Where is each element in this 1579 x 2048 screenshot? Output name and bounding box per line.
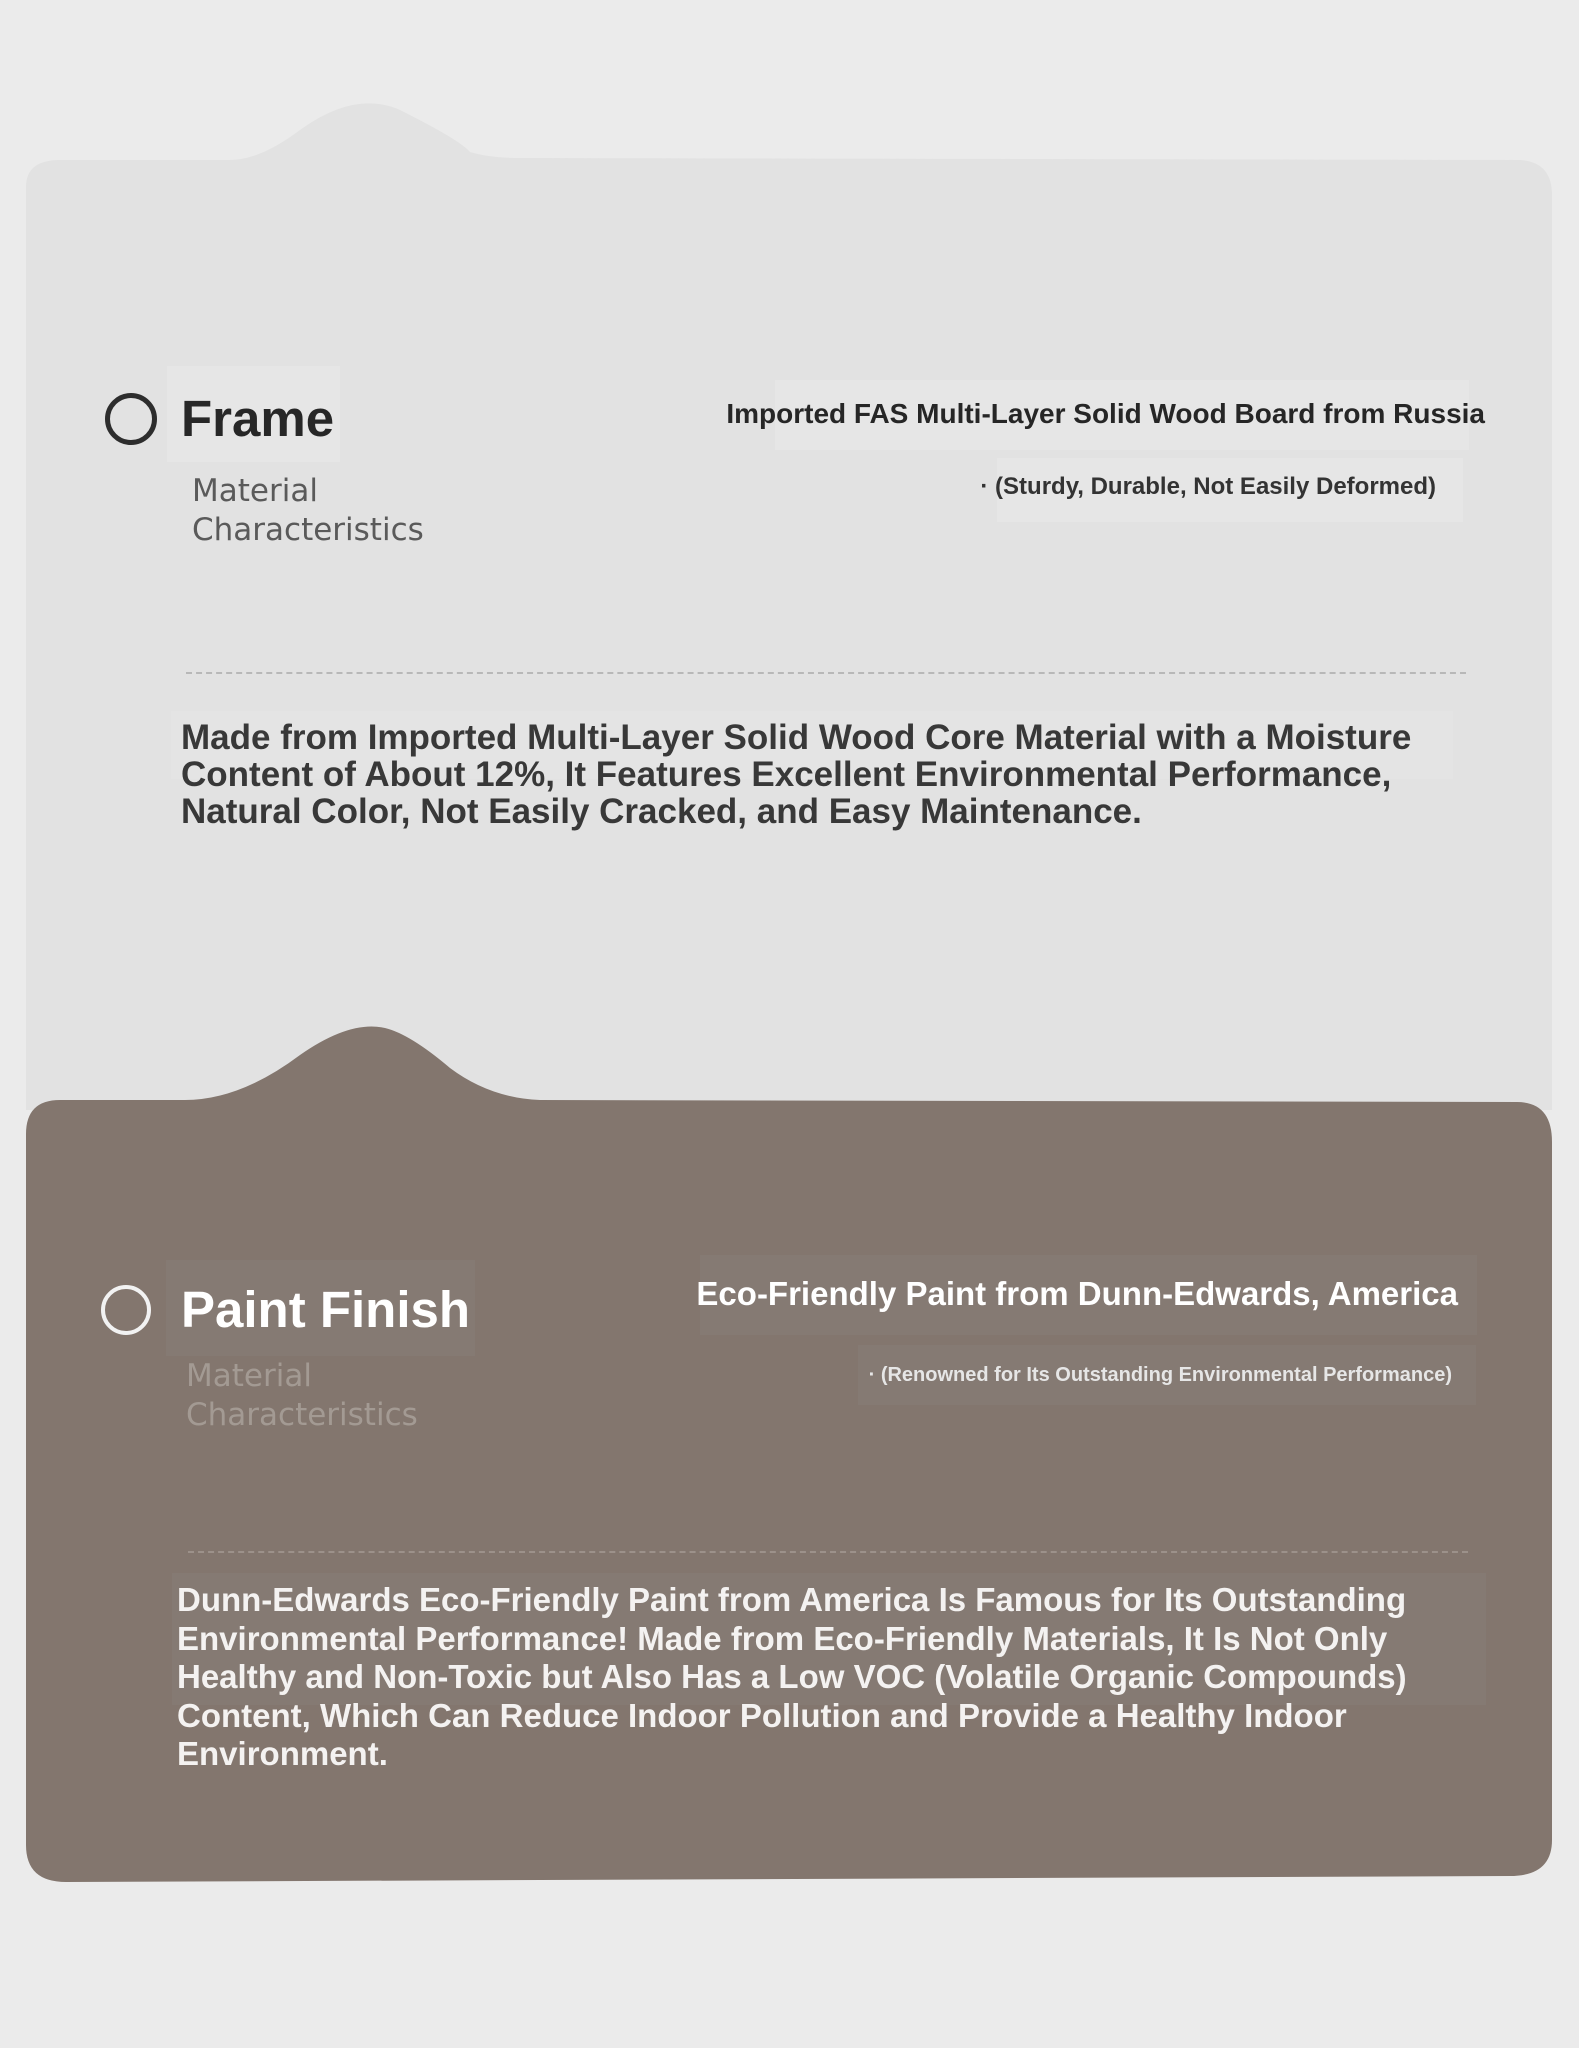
section-description: Dunn-Edwards Eco-Friendly Paint from America Is Famous for Its Outstanding Environmental Performance! Made from Eco-Friendly Materials, It Is Not Only Healthy and Non-Toxic but Also Has a Low VOC (Volatile Organic Compounds) Content, Which Can Reduce Indoor Pollution and Provide a Healthy Indoor Environment. bbox=[177, 1581, 1407, 1772]
material-headline: Imported FAS Multi-Layer Solid Wood Board from Russia bbox=[726, 398, 1485, 429]
dashed-divider bbox=[188, 1551, 1468, 1553]
frame-card bbox=[26, 103, 1552, 1110]
material-note: · (Sturdy, Durable, Not Easily Deformed) bbox=[980, 473, 1436, 500]
dashed-divider bbox=[186, 672, 1466, 674]
section-description: Made from Imported Multi-Layer Solid Wood Core Material with a Moisture Content of About 12%, It Features Excellent Environmental Performance, Natural Color, Not Easily Cracked, and Easy Maintenance. bbox=[181, 718, 1412, 831]
section-title: Paint Finish bbox=[181, 1281, 471, 1338]
section-subtitle: Material Characteristics bbox=[186, 1358, 418, 1433]
circle-outline-icon bbox=[101, 1285, 151, 1335]
section-subtitle: Material Characteristics bbox=[192, 473, 424, 548]
material-note: · (Renowned for Its Outstanding Environmental Performance) bbox=[868, 1364, 1452, 1386]
section-title: Frame bbox=[181, 390, 335, 447]
circle-outline-icon bbox=[105, 393, 157, 445]
material-headline: Eco-Friendly Paint from Dunn-Edwards, America bbox=[696, 1275, 1458, 1312]
